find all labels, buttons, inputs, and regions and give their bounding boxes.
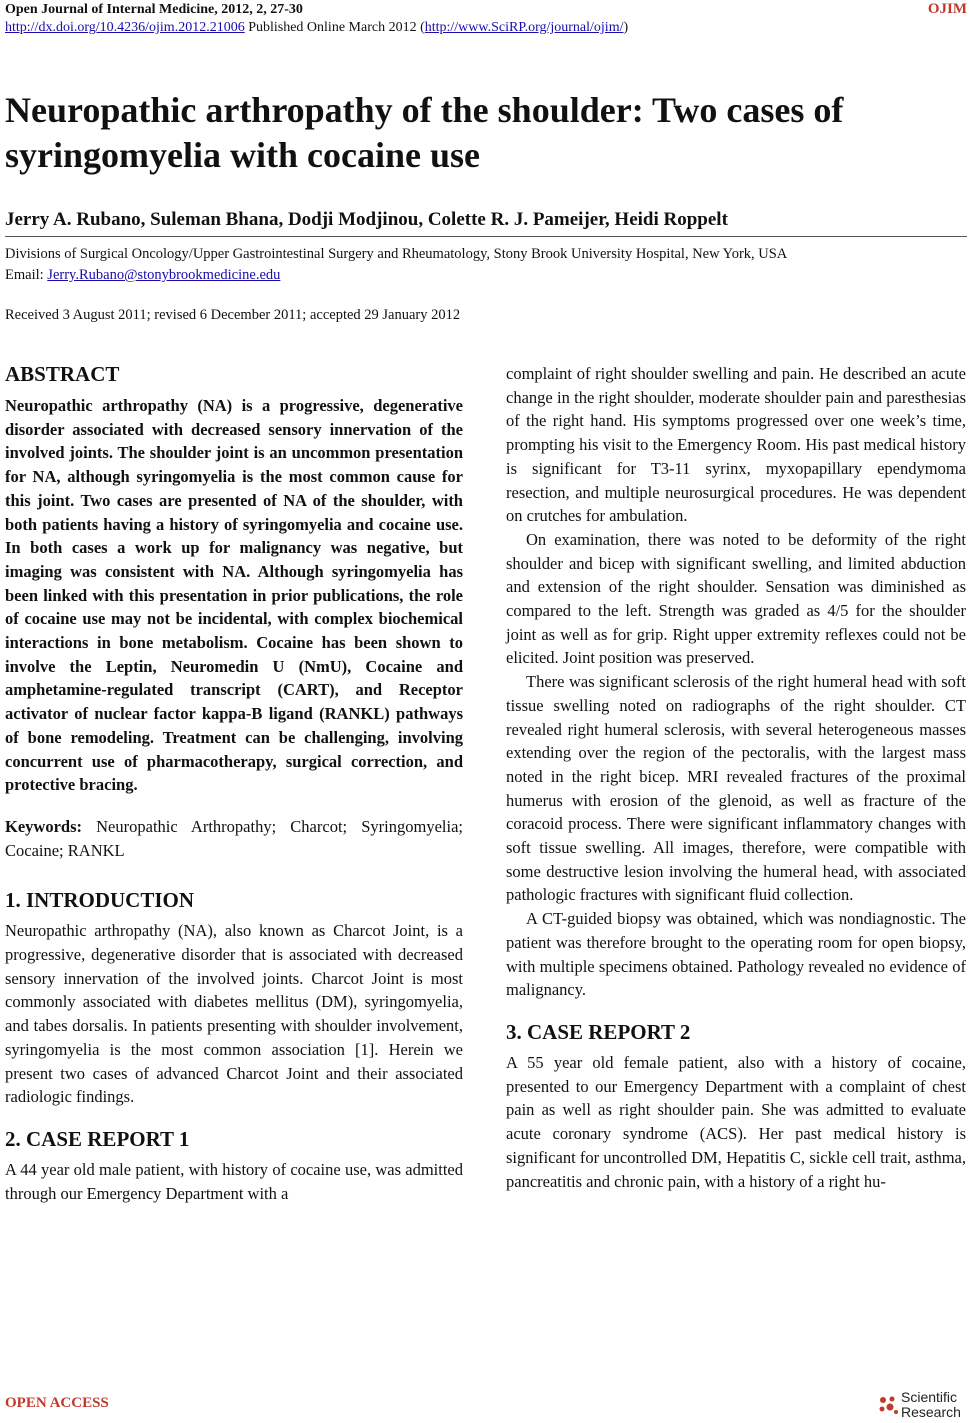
case2-heading: 3. CASE REPORT 2 xyxy=(506,1019,691,1044)
abstract-heading: ABSTRACT xyxy=(5,362,120,386)
received-dates: Received 3 August 2011; revised 6 December 2011; accepted 29 January 2012 xyxy=(5,307,461,323)
email-label: Email: xyxy=(5,267,48,283)
right-column xyxy=(506,362,966,1193)
case1-examination: On examination, there was noted to be deformity of the right shoulder and bicep with significant swelling, and limited abduction and extension of the right shoulder. Sensation was diminished as compared to the left. Strength was graded as 4/5 for the shoulder joint as well as for grip. Right upper extremity reflexes could not be elicited. Joint position was preserved. xyxy=(506,529,966,668)
journal-citation: Open Journal of Internal Medicine, 2012, 2, 27-30 xyxy=(5,2,303,17)
publisher-logo xyxy=(877,1388,967,1422)
scirp-logo-icon xyxy=(877,1394,899,1416)
intro-paragraph: Neuropathic arthropathy (NA), also known as Charcot Joint, is a progressive, degenerative disorder that is associated with decreased sensory innervation of the involved joints. Charcot Joint is most commonly associated with diabetes mellitus (DM), syringomyelia, and tabes dorsalis. In patients presenting with shoulder involvement, syringomyelia is the most common association [1]. Herein we present two cases of advanced Charcot Joint and their associated radiologic findings. xyxy=(5,921,463,1107)
case1-paragraph-cont: complaint of right shoulder swelling and pain. He described an acute change in the right shoulder, moderate shoulder pain and paresthesias of the right hand. His symptoms progressed over one week’s time, prompting his visit to the Emergency Room. His past medical history is significant for T3-11 syrinx, myxopapillary ependymoma resection, and multiple neurosurgical procedures. He was dependent on crutches for ambulation. xyxy=(506,364,966,526)
intro-heading: 1. INTRODUCTION xyxy=(5,888,195,913)
case1-paragraph-start: A 44 year old male patient, with history of cocaine use, was admitted through our Emergency Department with a xyxy=(5,1159,463,1203)
affiliation: Divisions of Surgical Oncology/Upper Gastrointestinal Surgery and Rheumatology, Stony Brook University Hospital, New York, USA xyxy=(5,246,788,262)
case2-paragraph: A 55 year old female patient, also with a history of cocaine, presented to our Emergency Department with a complaint of chest pain as well as right shoulder pain. She was admitted to evaluate acute coronary syndrome (ACS). Her past medical history is significant for uncontrolled DM, Hepatitis C, sickle cell trait, asthma, pancreatitis and chronic pain, with a history of a right hu- xyxy=(506,1052,966,1191)
logo-line-2: Research xyxy=(901,1404,961,1420)
close-paren: ) xyxy=(623,20,629,35)
email-line xyxy=(5,265,965,286)
case1-biopsy: A CT-guided biopsy was obtained, which was nondiagnostic. The patient was therefore brought to the operating room for open biopsy, with multiple specimens obtained. Pathology revealed no evidence of malignancy. xyxy=(506,909,966,1000)
case1-heading: 2. CASE REPORT 1 xyxy=(5,1126,190,1151)
journal-site-link[interactable]: http://www.SciRP.org/journal/ojim/ xyxy=(424,20,624,35)
case1-imaging: There was significant sclerosis of the right humeral head with soft tissue swelling noted on radiographs of the right shoulder. CT revealed right humeral sclerosis, with several heterogeneous masses extending over the region of the pectoralis, with the largest mass noted in the right bicep. MRI revealed fractures of the proximal humerus with erosion of the glenoid, as well as fracture of the coracoid process. There were significant inflammatory changes with soft tissue swelling. All images, therefore, were compatible with some destructive lesion involving the humeral head, with associated pathologic fractures with significant fluid collection. xyxy=(506,672,966,905)
keywords xyxy=(5,815,463,862)
left-column xyxy=(5,360,463,1205)
open-access-label: OPEN ACCESS xyxy=(5,1395,109,1411)
logo-wordmark xyxy=(901,1390,961,1420)
doi-line xyxy=(5,19,965,36)
email-link[interactable]: Jerry.Rubano@stonybrookmedicine.edu xyxy=(47,267,281,283)
article-title: Neuropathic arthropathy of the shoulder: Two cases of syringomyelia with cocaine use xyxy=(5,90,844,175)
published-text: Published Online March 2012 ( xyxy=(244,20,425,35)
affiliation-block xyxy=(5,244,965,286)
abstract-text: Neuropathic arthropathy (NA) is a progressive, degenerative disorder associated with decreased sensory innervation of the involved joints. The shoulder joint is an uncommon presentation for NA, although syringomyelia is the most common cause for this joint. Two cases are presented of NA of the shoulder, with both patients having a history of syringomyelia and cocaine use. In both cases a work up for malignancy was negative, but imaging was consistent with NA. Although syringomyelia has been linked with this presentation in prior publications, the role of cocaine use may not be incidental, with complex biochemical interactions in bone metabolism. Cocaine has been shown to involve the Leptin, Neuromedin U (NmU), Cocaine and amphetamine-regulated transcript (CART), and Receptor activator of nuclear factor kappa-B ligand (RANKL) pathways of bone remodeling. Treatment can be challenging, involving concurrent use of pharmacotherapy, surgical correction, and protective bracing. xyxy=(5,396,463,795)
header-divider xyxy=(5,236,967,237)
keywords-label: Keywords: xyxy=(5,816,97,836)
doi-link[interactable]: http://dx.doi.org/10.4236/ojim.2012.21006 xyxy=(5,20,245,35)
journal-abbreviation: OJIM xyxy=(927,1,967,17)
author-list: Jerry A. Rubano, Suleman Bhana, Dodji Modjinou, Colette R. J. Pameijer, Heidi Roppelt xyxy=(5,209,728,230)
logo-line-1: Scientific xyxy=(901,1389,958,1405)
keywords-list: Neuropathic Arthropathy; Charcot; Syringomyelia; Cocaine; RANKL xyxy=(5,816,463,860)
